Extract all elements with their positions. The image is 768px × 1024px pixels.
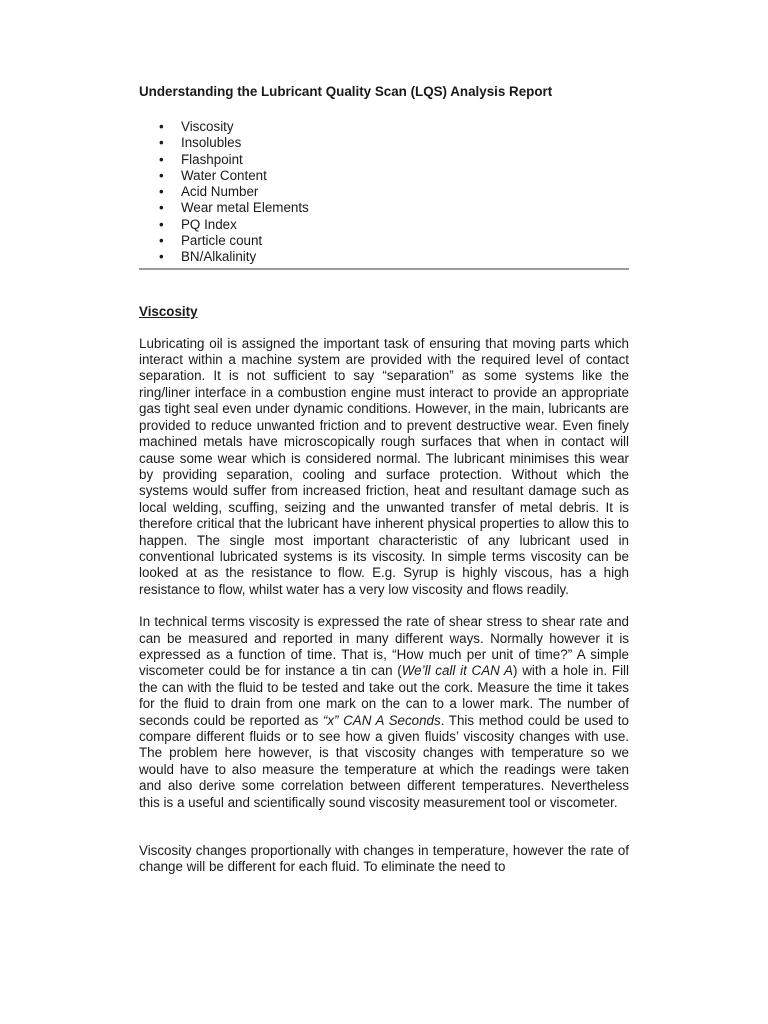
- list-item-label: Viscosity: [181, 119, 234, 134]
- document-title: Understanding the Lubricant Quality Scan (LQS) Analysis Report: [139, 84, 553, 99]
- section-heading-viscosity: Viscosity: [139, 303, 198, 319]
- list-item-label: Particle count: [181, 233, 263, 249]
- paragraph-2: [139, 614, 629, 811]
- bullet-icon: •: [159, 233, 164, 249]
- list-item-label: Acid Number: [181, 184, 259, 200]
- list-item-label: BN/Alkalinity: [181, 249, 257, 265]
- paragraph-2-emphasis: We’ll call it CAN A: [401, 663, 513, 679]
- paragraph-1: Lubricating oil is assigned the important task of ensuring that moving parts which interact within a machine system are provided with the required level of contact separation. It is not sufficient to say “separation” as some systems like the ring/liner interface in a combustion engine must interact to provide an appropriate gas tight seal even under dynamic conditions. However, in the main, lubricants are provided to reduce unwanted friction and to prevent destructive wear. Even finely machined metals have microscopically rough surfaces that when in contact will cause some wear which is considered normal. The lubricant minimises this wear by providing separation, cooling and surface protection. Without which the systems would suffer from increased friction, heat and resultant damage such as local welding, scuffing, seizing and the unwanted transfer of metal debris. It is therefore critical that the lubricant have inherent physical properties to allow this to happen. The single most important characteristic of any lubricant used in conventional lubricated systems is its viscosity. In simple terms viscosity can be looked at as the resistance to flow. E.g. Syrup is highly viscous, has a high resistance to flow, whilst water has a very low viscosity and flows readily.: [139, 335, 629, 597]
- bullet-icon: •: [159, 184, 164, 200]
- list-item-label: Insolubles: [181, 135, 242, 151]
- paragraph-2-emphasis: “x” CAN A Seconds: [322, 712, 441, 728]
- paragraph-2-text: ) with a hole in. Fill the can with the fluid to be tested and take out the cork. Measure the time it takes for the fluid to drain from one mark on the can to a lower mark. The number of seconds could be reported as: [139, 663, 630, 728]
- bullet-icon: •: [159, 216, 164, 232]
- list-item-label: Flashpoint: [181, 151, 243, 167]
- list-item-label: Wear metal Elements: [181, 200, 309, 216]
- bullet-icon: •: [159, 200, 164, 216]
- horizontal-divider: [139, 268, 629, 270]
- list-item: [139, 152, 629, 168]
- list-item: [139, 135, 629, 151]
- paragraph-3: Viscosity changes proportionally with changes in temperature, however the rate of change will be different for each fluid. To eliminate the need to: [139, 843, 629, 875]
- list-item-label: Water Content: [181, 167, 267, 183]
- topic-list: [139, 119, 629, 266]
- list-item: [139, 168, 629, 184]
- list-item: [139, 233, 629, 249]
- list-item: [139, 217, 629, 233]
- list-item: [139, 200, 629, 216]
- list-item-label: PQ Index: [181, 216, 237, 232]
- bullet-icon: •: [159, 135, 164, 151]
- list-item: [139, 119, 629, 135]
- list-item: [139, 184, 629, 200]
- bullet-icon: •: [159, 119, 164, 134]
- document-page: [139, 84, 629, 876]
- paragraph-2-text: In technical terms viscosity is expressed the rate of shear stress to shear rate and can be measured and reported in many different ways. Normally however it is expressed as a function of time. That is, “How much per unit of time?” A simple viscometer could be for instance a tin can (: [139, 614, 629, 679]
- list-item: [139, 249, 629, 265]
- bullet-icon: •: [159, 249, 164, 265]
- bullet-icon: •: [159, 167, 164, 183]
- bullet-icon: •: [159, 151, 164, 167]
- paragraph-2-text: . This method could be used to compare different fluids or to see how a given fluids’ viscosity changes with use. The problem here however, is that viscosity changes with temperature so we would have to also measure the temperature at which the readings were taken and also derive some correlation between different temperatures. Nevertheless this is a useful and scientifically sound viscosity measurement tool or viscometer.: [139, 712, 629, 810]
